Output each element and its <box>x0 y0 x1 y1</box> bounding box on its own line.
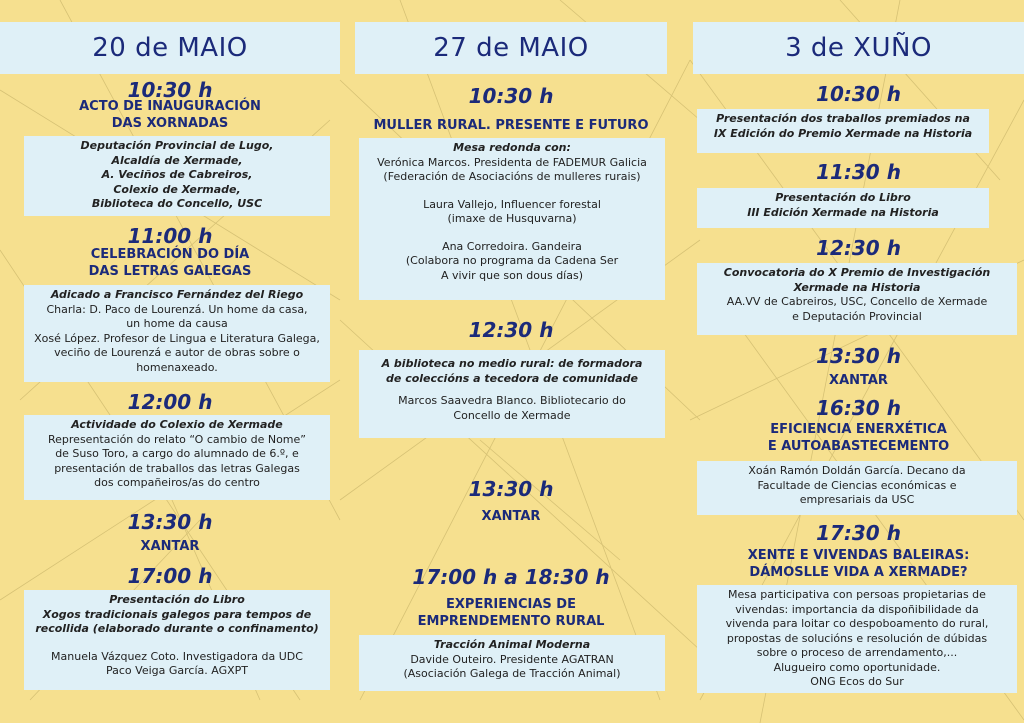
event-details: Convocatoria do X Premio de Investigación Xermade na Historia AA.VV de Cabreiros, USC, Concello de Xermade e Deputación Provincial <box>697 263 1017 335</box>
event-time: 12:30 h <box>468 318 554 342</box>
event-heading: XANTAR <box>829 373 888 388</box>
event-heading: CELEBRACIÓN DO DÍA DAS LETRAS GALEGAS <box>88 247 252 279</box>
event-time: 17:30 h <box>816 521 901 545</box>
event-time: 16:30 h <box>816 396 901 420</box>
event-heading: EFICIENCIA ENERXÉTICA E AUTOABASTECEMENTO <box>767 422 950 454</box>
event-heading: EXPERIENCIAS DE EMPRENDEMENTO RURAL <box>417 597 605 629</box>
event-time: 13:30 h <box>127 510 213 534</box>
event-details: Xoán Ramón Doldán García. Decano da Facultade de Ciencias económicas e empresariais da USC <box>697 461 1017 515</box>
event-time: 17:00 h a 18:30 h <box>412 565 610 589</box>
event-time: 10:30 h <box>127 78 213 102</box>
event-details: Mesa participativa con persoas propietarias de vivendas: importancia da dispoñibilidade da vivenda para loitar co despoboamento do rural, propostas de solucións e resolución de dúbidas sobre o proceso de arrendamento,... Alugueiro como oportunidade. ONG Ecos do Sur <box>697 585 1017 693</box>
event-heading: XANTAR <box>140 539 200 554</box>
event-time: 12:30 h <box>816 236 901 260</box>
event-details: Adicado a Francisco Fernández del Riego Charla: D. Paco de Lourenzá. Un home da casa, un home da causa Xosé López. Profesor de Lingua e Literatura Galega, veciño de Lourenzá e autor de obras sobre o homenaxeado. <box>24 285 330 382</box>
event-time: 11:30 h <box>816 160 901 184</box>
event-time: 10:30 h <box>816 82 901 106</box>
date-header: 3 de XUÑO <box>693 22 1024 74</box>
event-details: Tracción Animal Moderna Davide Outeiro. Presidente AGATRAN (Asociación Galega de Tracción Animal) <box>359 635 665 691</box>
event-time: 13:30 h <box>816 344 901 368</box>
event-details: Mesa redonda con: Verónica Marcos. Presidenta de FADEMUR Galicia (Federación de Asociacións de mulleres rurais) Laura Vallejo, Influencer forestal (imaxe de Husquvarna) Ana Corredoira. Gandeira (Colabora no programa da Cadena Ser A vivir que son dous días) <box>359 138 665 300</box>
event-details: Presentación dos traballos premiados na IX Edición do Premio Xermade na Historia <box>697 109 989 153</box>
event-heading: XENTE E VIVENDAS BALEIRAS: DÁMOSLLE VIDA A XERMADE? <box>747 548 970 580</box>
event-details: Presentación do Libro III Edición Xermade na Historia <box>697 188 989 228</box>
date-header: 27 de MAIO <box>355 22 667 74</box>
event-time: 11:00 h <box>127 224 213 248</box>
event-time: 13:30 h <box>468 477 554 501</box>
event-details: Actividade do Colexio de Xermade Representación do relato “O cambio de Nome” de Suso Toro, a cargo do alumnado de 6.º, e presentación de traballos das letras Galegas dos compañeiros/as do centro <box>24 415 330 500</box>
event-time: 12:00 h <box>127 390 213 414</box>
event-heading: ACTO DE INAUGURACIÓN DAS XORNADAS <box>79 99 261 131</box>
event-heading: XANTAR <box>481 509 541 524</box>
event-details: A biblioteca no medio rural: de formadora de coleccións a tecedora de comunidade Marcos Saavedra Blanco. Bibliotecario do Concello de Xermade <box>359 350 665 438</box>
event-details: Presentación do Libro Xogos tradicionais galegos para tempos de recollida (elaborado durante o confinamento) Manuela Vázquez Coto. Investigadora da UDC Paco Veiga García. AGXPT <box>24 590 330 690</box>
date-header: 20 de MAIO <box>0 22 340 74</box>
event-time: 10:30 h <box>468 84 554 108</box>
event-heading: MULLER RURAL. PRESENTE E FUTURO <box>373 118 649 133</box>
event-details: Deputación Provincial de Lugo, Alcaldía de Xermade, A. Veciños de Cabreiros, Colexio de Xermade, Biblioteca do Concello, USC <box>24 136 330 216</box>
event-time: 17:00 h <box>127 564 213 588</box>
